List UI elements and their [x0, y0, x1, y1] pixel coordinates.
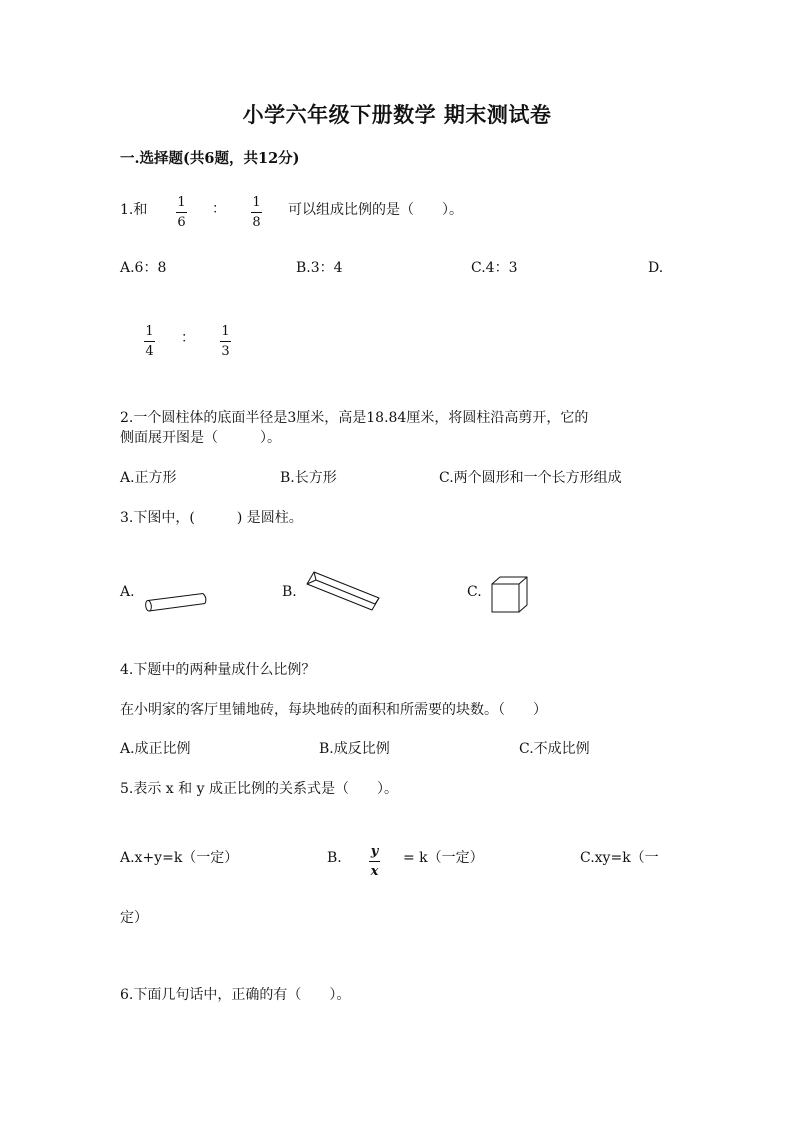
- q6-text: 6.下面几句话中，正确的有（ ）。: [120, 987, 351, 1003]
- page-title: 小学六年级下册数学 期末测试卷: [242, 102, 552, 127]
- q3-option-c[interactable]: C.: [467, 584, 482, 600]
- q1-d-frac-a-num: 1: [145, 324, 154, 339]
- q2-option-a[interactable]: A.正方形: [120, 470, 177, 486]
- cylinder-rod-icon: [144, 592, 210, 614]
- q3-option-a[interactable]: A.: [120, 584, 135, 600]
- fraction-bar: [176, 212, 187, 213]
- q2-option-c[interactable]: C.两个圆形和一个长方形组成: [439, 470, 622, 486]
- q5-option-b-label[interactable]: B.: [327, 850, 342, 866]
- fraction-bar: [144, 341, 155, 342]
- q1-option-d[interactable]: D.: [648, 260, 664, 276]
- q5-frac-num: y: [370, 844, 379, 859]
- q4-text: 4.下题中的两种量成什么比例？: [120, 662, 316, 678]
- q1-fraction-b: [251, 196, 262, 229]
- q5-option-c-wrap: 定）: [120, 910, 148, 926]
- q1-option-a[interactable]: A.6：8: [120, 260, 167, 276]
- q4-option-c[interactable]: C.不成比例: [519, 741, 590, 757]
- q1-option-c[interactable]: C.4：3: [471, 260, 518, 276]
- q1-suffix: 可以组成比例的是（ ）。: [288, 202, 463, 218]
- q1-frac-a-den: 6: [177, 215, 186, 230]
- q1-d-fraction-a: [144, 325, 155, 358]
- q1-d-frac-b-num: 1: [221, 324, 230, 339]
- q1-frac-a-num: 1: [177, 195, 186, 210]
- section-heading: 一.选择题(共6题，共12分): [120, 150, 300, 167]
- q5-text: 5.表示 x 和 y 成正比例的关系式是（ ）。: [120, 781, 398, 797]
- q2-line-1: 2.一个圆柱体的底面半径是3厘米，高是18.84厘米，将圆柱沿高剪开，它的: [120, 410, 589, 426]
- q1-frac-b-den: 8: [252, 215, 261, 230]
- q5-option-b-rest: = k（一定）: [403, 850, 484, 866]
- q4-option-b[interactable]: B.成反比例: [319, 741, 390, 757]
- q1-frac-b-num: 1: [252, 195, 261, 210]
- q2-option-b[interactable]: B.长方形: [280, 470, 337, 486]
- q1-d-frac-a-den: 4: [145, 344, 154, 359]
- q1-d-fraction-b: [220, 325, 231, 358]
- q1-d-colon: ：: [181, 330, 195, 346]
- q1-d-frac-b-den: 3: [221, 344, 230, 359]
- q5-option-c[interactable]: C.xy=k（一: [580, 850, 659, 866]
- fraction-bar: [220, 341, 231, 342]
- q2-line-2: 侧面展开图是（ ）。: [120, 430, 281, 446]
- q5-frac-den: x: [370, 864, 379, 879]
- fraction-bar: [251, 212, 262, 213]
- q4-subtext: 在小明家的客厅里铺地砖，每块地砖的面积和所需要的块数。（ ）: [120, 702, 547, 718]
- q1-option-b[interactable]: B.3：4: [296, 260, 343, 276]
- q3-text: 3.下图中，( ) 是圆柱。: [120, 510, 303, 526]
- q1-prefix: 1.和: [120, 202, 148, 218]
- cube-icon: [490, 575, 530, 615]
- q5-option-a[interactable]: A.x+y=k（一定）: [120, 850, 239, 866]
- fraction-bar: [369, 861, 380, 862]
- q1-colon: ：: [212, 201, 226, 217]
- q5-option-b-fraction: [369, 845, 380, 878]
- triangular-prism-icon: [302, 568, 382, 614]
- q1-fraction-a: [176, 196, 187, 229]
- q4-option-a[interactable]: A.成正比例: [120, 741, 191, 757]
- q3-option-b[interactable]: B.: [282, 584, 297, 600]
